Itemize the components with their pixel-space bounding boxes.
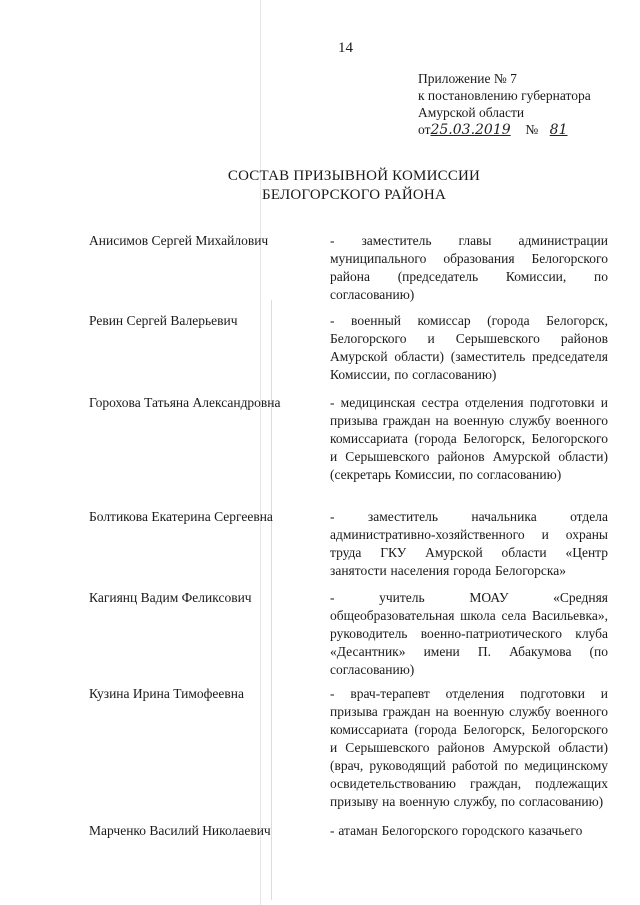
member-name: Горохова Татьяна Александровна xyxy=(89,395,281,410)
appendix-line-2: к постановлению губернатора xyxy=(418,88,591,103)
member-role: - атаман Белогорского городского казачьего xyxy=(330,823,583,838)
member-role: - учитель МОАУ «Средняя общеобразовательная школа села Васильевка», руководитель военно-патриотического клуба «Десантник» имени П. Абакумова (по согласованию) xyxy=(330,590,608,677)
handwritten-date: 25.03.2019 xyxy=(430,122,511,138)
member-role: - заместитель главы администрации муниципального образования Белогорского района (председатель Комиссии, по согласованию) xyxy=(330,233,608,302)
member-name: Ревин Сергей Валерьевич xyxy=(89,313,238,328)
member-name: Кагиянц Вадим Феликсович xyxy=(89,590,252,605)
appendix-date-line xyxy=(418,121,591,139)
page-number: 14 xyxy=(338,40,353,56)
appendix-block xyxy=(418,70,591,139)
appendix-line-1: Приложение № 7 xyxy=(418,71,517,86)
title-line-1: СОСТАВ ПРИЗЫВНОЙ КОМИССИИ xyxy=(227,168,481,184)
member-name: Марченко Василий Николаевич xyxy=(89,823,271,838)
scan-artifact-line xyxy=(260,0,261,905)
member-role: - военный комиссар (города Белогорск, Белогорского и Серышевского районов Амурской области) (заместитель председателя Комиссии, по согласованию) xyxy=(330,313,608,382)
member-name: Анисимов Сергей Михайлович xyxy=(89,233,269,248)
member-role: - врач-терапевт отделения подготовки и призыва граждан на военную службу военного комиссариата (города Белогорск, Белогорского и Серышевского районов Амурской области) (врач, руководящий работой по медицинскому освидетельствованию граждан, подлежащих призыву на военную службу, по согласованию) xyxy=(330,686,608,809)
appendix-line-3: Амурской области xyxy=(418,105,525,120)
document-title xyxy=(0,167,640,205)
member-name: Болтикова Екатерина Сергеевна xyxy=(89,509,273,524)
title-line-2: БЕЛОГОРСКОГО РАЙОНА xyxy=(262,187,446,203)
number-prefix: № xyxy=(525,122,539,137)
member-role: - медицинская сестра отделения подготовки и призыва граждан на военную службу военного комиссариата (города Белогорск, Белогорского и Серышевского районов Амурской области) (секретарь Комиссии, по согласованию) xyxy=(330,395,608,482)
date-prefix: от xyxy=(418,122,431,137)
handwritten-number: 81 xyxy=(549,122,568,138)
member-role: - заместитель начальника отдела административно-хозяйственного и охраны труда ГКУ Амурской области «Центр занятости населения города Белогорска» xyxy=(330,509,608,578)
member-name: Кузина Ирина Тимофеевна xyxy=(89,686,244,701)
